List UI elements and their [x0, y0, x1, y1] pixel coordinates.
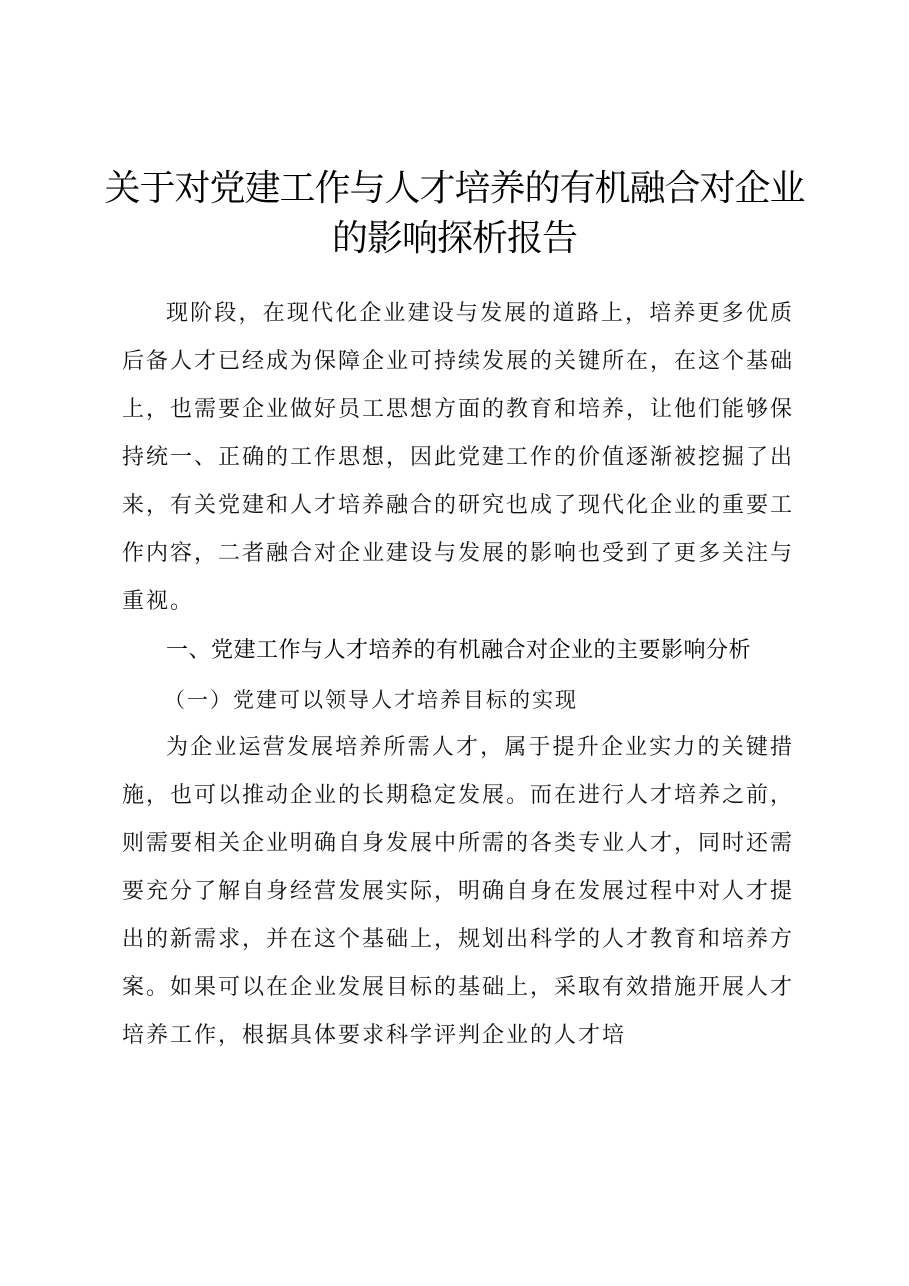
- document-body: [122, 290, 794, 1060]
- subsection-1-1-paragraph: 为企业运营发展培养所需人才，属于提升企业实力的关键措施，也可以推动企业的长期稳定发展。而在进行人才培养之前，则需要相关企业明确自身发展中所需的各类专业人才，同时还需要充分了解自身经营发展实际，明确自身在发展过程中对人才提出的新需求，并在这个基础上，规划出科学的人才教育和培养方案。如果可以在企业发展目标的基础上，采取有效措施开展人才培养工作，根据具体要求科学评判企业的人才培: [122, 735, 795, 1048]
- subsection-heading-1-1: （一）党建可以领导人才培养目标的实现: [164, 688, 578, 712]
- intro-paragraph: 现阶段，在现代化企业建设与发展的道路上，培养更多优质后备人才已经成为保障企业可持续发展的关键所在，在这个基础上，也需要企业做好员工思想方面的教育和培养，让他们能够保持统一、正确的工作思想，因此党建工作的价值逐渐被挖掘了出来，有关党建和人才培养融合的研究也成了现代化企业的重要工作内容，二者融合对企业建设与发展的影响也受到了更多关注与重视。: [122, 301, 795, 614]
- document-title-line-1: 关于对党建工作与人才培养的有机融合对企业: [104, 168, 805, 209]
- document-title-line-2: 的影响探析报告: [331, 218, 577, 259]
- section-heading-1: 一、党建工作与人才培养的有机融合对企业的主要影响分析: [166, 638, 752, 663]
